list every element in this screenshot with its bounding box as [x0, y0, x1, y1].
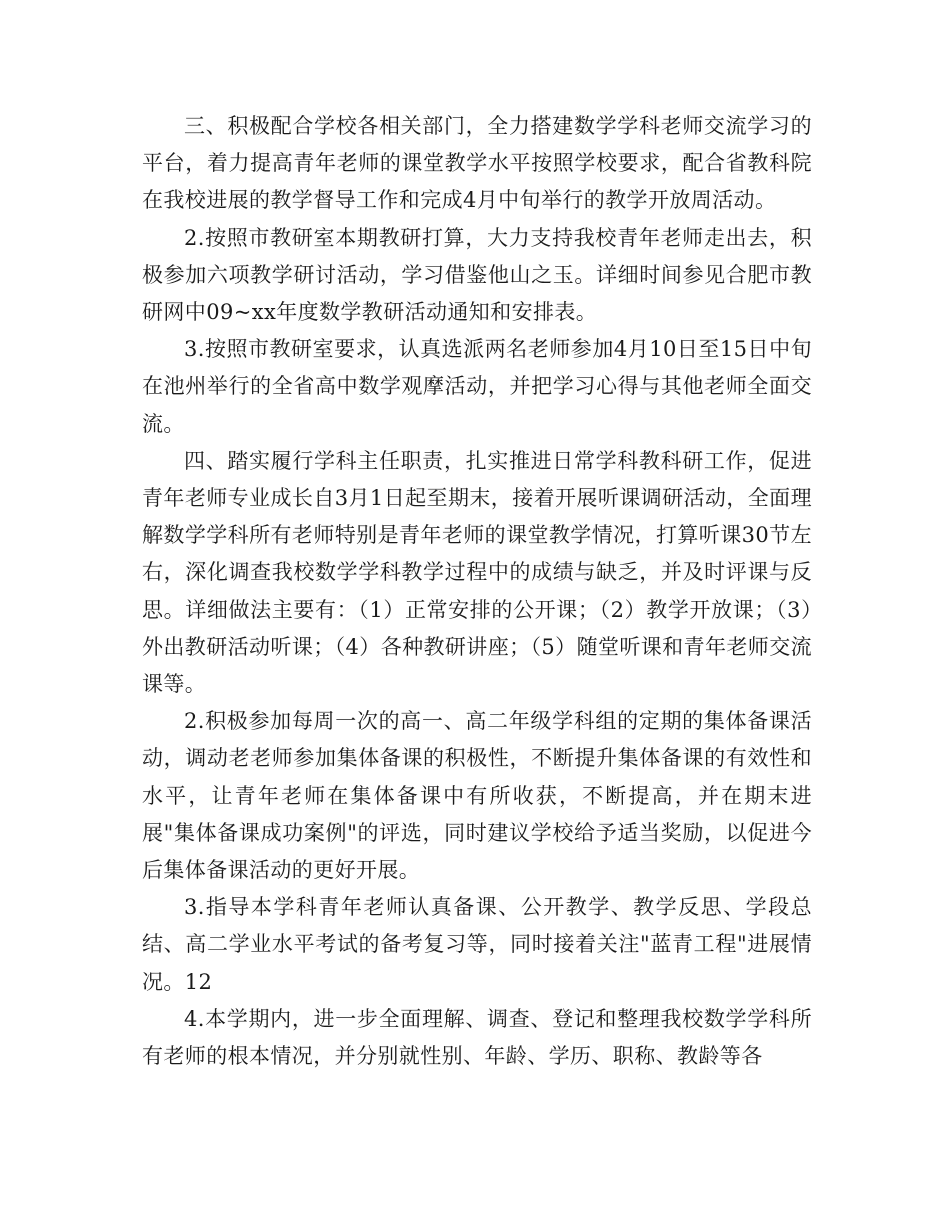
- paragraph-section-four: 四、踏实履行学科主任职责，扎实推进日常学科教科研工作，促进青年老师专业成长自3月1日起至期末，接着开展听课调研活动，全面理解数学学科所有老师特别是青年老师的课堂教学情况，打算听课30节左右，深化调查我校数学学科教学过程中的成绩与缺乏，并及时评课与反思。详细做法主要有：（1）正常安排的公开课；（2）教学开放课；（3）外出教研活动听课；（4）各种教研讲座；（5）随堂听课和青年老师交流课等。: [142, 448, 812, 697]
- paragraph-item-2-teaching-research: 2.按照市教研室本期教研打算，大力支持我校青年老师走出去，积极参加六项教学研讨活动，学习借鉴他山之玉。详细时间参见合肥市教研网中09~xx年度数学教研活动通知和安排表。: [142, 225, 812, 325]
- paragraph-item-3-observation: 3.按照市教研室要求，认真选派两名老师参加4月10日至15日中旬在池州举行的全省高中数学观摩活动，并把学习心得与其他老师全面交流。: [142, 337, 812, 436]
- paragraph-section-three: 三、积极配合学校各相关部门，全力搭建数学学科老师交流学习的平台，着力提高青年老师的课堂教学水平按照学校要求，配合省教科院在我校进展的教学督导工作和完成4月中旬举行的教学开放周活动。: [142, 114, 812, 213]
- paragraph-item-4-survey: 4.本学期内，进一步全面理解、调查、登记和整理我校数学学科所有老师的根本情况，并分别就性别、年龄、学历、职称、教龄等各: [142, 1006, 812, 1069]
- paragraph-item-2-lesson-prep: 2.积极参加每周一次的高一、高二年级学科组的定期的集体备课活动，调动老老师参加集体备课的积极性，不断提升集体备课的有效性和水平，让青年老师在集体备课中有所收获，不断提高，并在期末进展"集体备课成功案例"的评选，同时建议学校给予适当奖励，以促进今后集体备课活动的更好开展。: [142, 709, 812, 883]
- paragraph-item-3-guidance: 3.指导本学科青年老师认真备课、公开教学、教学反思、学段总结、高二学业水平考试的备考复习等，同时接着关注"蓝青工程"进展情况。12: [142, 895, 812, 994]
- document-body: [142, 108, 812, 1075]
